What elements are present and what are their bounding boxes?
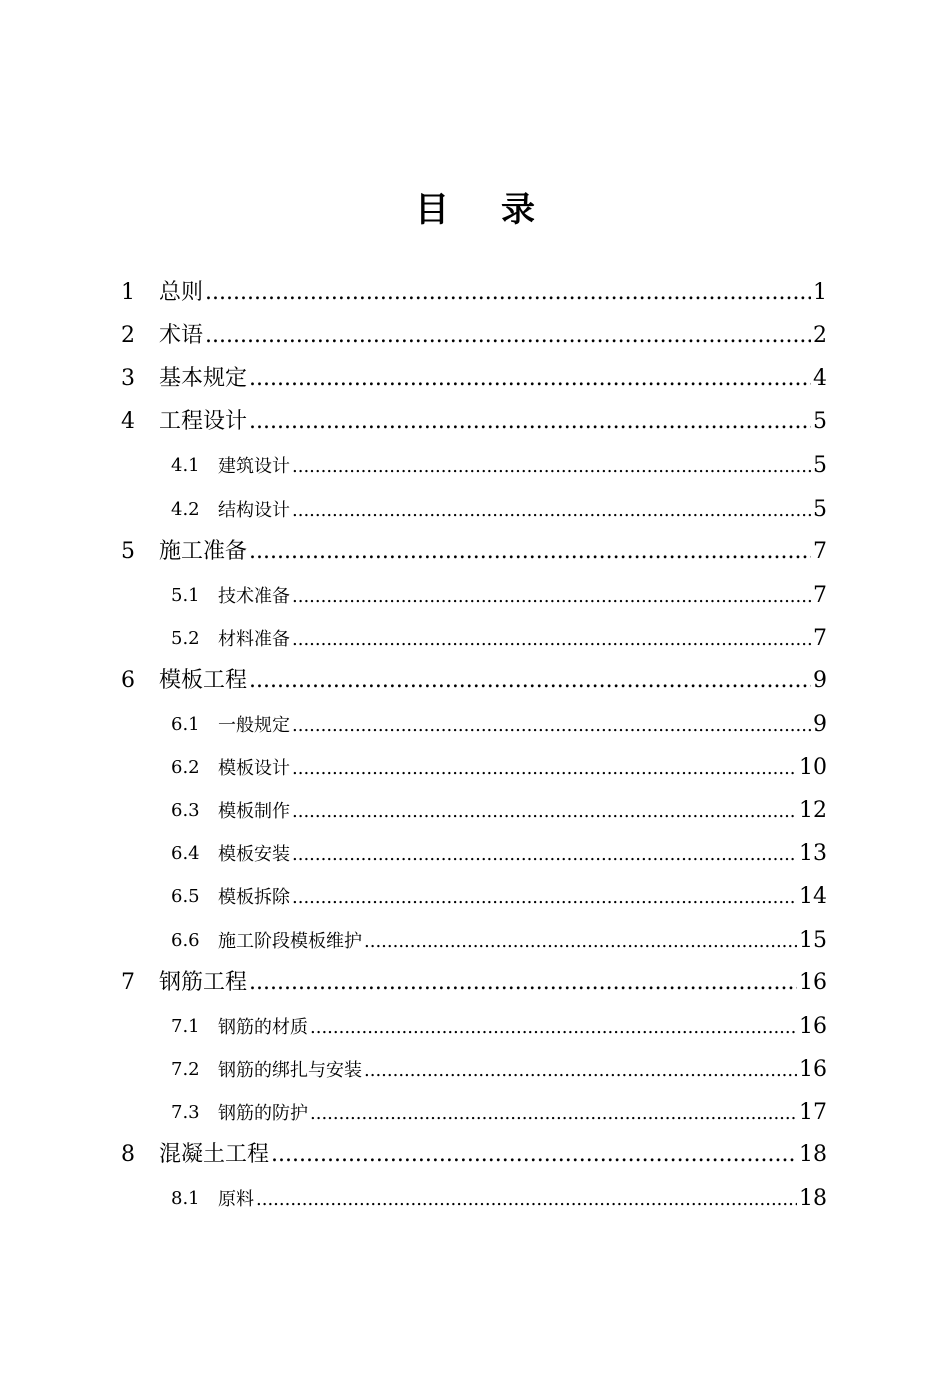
toc-entry-line <box>218 617 827 661</box>
toc-chapter-entry[interactable] <box>0 961 950 1004</box>
toc-section-entry[interactable] <box>0 1176 950 1219</box>
toc-entry-page-number: 2 <box>813 323 827 349</box>
toc-entry-line <box>218 789 827 833</box>
toc-entry-label: 材料准备 <box>218 628 290 650</box>
toc-dot-leader <box>292 876 797 919</box>
toc-entry-line <box>159 357 827 400</box>
toc-entry-number: 2 <box>121 323 135 349</box>
toc-section-entry[interactable] <box>0 443 950 486</box>
toc-entry-line <box>218 1048 827 1092</box>
toc-entry-number: 6.5 <box>171 886 200 908</box>
toc-chapter-entry[interactable] <box>0 271 950 314</box>
toc-title: 目录 <box>415 190 587 230</box>
toc-entry-line <box>159 659 827 702</box>
toc-entry-page-number: 1 <box>813 280 827 305</box>
toc-entry-number: 5.2 <box>171 627 200 649</box>
toc-section-entry[interactable] <box>0 573 950 616</box>
toc-entry-line <box>159 530 827 573</box>
toc-dot-leader <box>249 530 811 573</box>
toc-entry-line <box>218 703 827 747</box>
toc-entry-number: 7.3 <box>171 1101 200 1123</box>
toc-entry-number: 7.1 <box>171 1015 200 1037</box>
toc-chapter-entry[interactable] <box>0 314 950 357</box>
toc-chapter-entry[interactable] <box>0 357 950 400</box>
toc-entry-line <box>159 1133 827 1176</box>
toc-entry-line <box>218 488 827 532</box>
toc-dot-leader <box>310 1092 797 1135</box>
toc-entry-number: 5 <box>121 538 135 564</box>
toc-entry-page-number: 9 <box>813 712 827 737</box>
toc-entry-page-number: 9 <box>813 667 827 693</box>
toc-chapter-entry[interactable] <box>0 530 950 573</box>
toc-chapter-entry[interactable] <box>0 400 950 443</box>
toc-entry-page-number: 14 <box>799 884 827 910</box>
toc-entry-number: 6.3 <box>171 800 200 822</box>
toc-dot-leader <box>292 575 811 618</box>
toc-entry-line <box>159 961 827 1004</box>
toc-section-entry[interactable] <box>0 1047 950 1090</box>
toc-dot-leader <box>292 618 811 661</box>
toc-entry-page-number: 5 <box>813 453 827 479</box>
toc-entry-label: 一般规定 <box>218 715 290 736</box>
toc-entry-label: 模板拆除 <box>218 887 290 909</box>
toc-entry-page-number: 7 <box>813 538 827 564</box>
toc-entry-line <box>218 875 827 919</box>
toc-dot-leader <box>364 1049 797 1092</box>
toc-dot-leader <box>292 833 797 876</box>
toc-section-entry[interactable] <box>0 831 950 874</box>
toc-entry-line <box>159 400 827 443</box>
toc-entry-page-number: 5 <box>813 409 827 435</box>
toc-entry-label: 钢筋的绑扎与安装 <box>218 1059 362 1081</box>
toc-dot-leader <box>364 920 797 963</box>
toc-entry-page-number: 12 <box>799 798 827 824</box>
toc-entry-number: 6.2 <box>171 757 200 779</box>
toc-entry-number: 5.1 <box>171 584 200 606</box>
toc-entry-label: 建筑设计 <box>218 456 290 478</box>
toc-entry-page-number: 17 <box>799 1099 827 1125</box>
toc-entry-number: 4.2 <box>171 498 200 520</box>
toc-entry-label: 模板设计 <box>218 758 290 780</box>
toc-entry-number: 7 <box>121 969 135 995</box>
toc-entry-number: 6 <box>121 667 135 693</box>
toc-entry-label: 模板工程 <box>159 667 248 693</box>
toc-entry-page-number: 10 <box>799 755 827 781</box>
toc-entry-line <box>218 574 827 618</box>
toc-entry-line <box>218 1091 827 1135</box>
toc-entry-label: 总则 <box>159 280 204 305</box>
toc-dot-leader <box>256 1178 797 1221</box>
toc-entry-number: 6.6 <box>171 929 200 951</box>
toc-entry-page-number: 18 <box>799 1142 827 1167</box>
toc-entry-page-number: 16 <box>799 969 827 995</box>
toc-section-entry[interactable] <box>0 1004 950 1047</box>
toc-entry-page-number: 16 <box>799 1013 827 1039</box>
toc-entry-number: 6.4 <box>171 843 200 865</box>
toc-entry-number: 4.1 <box>171 455 200 477</box>
toc-entry-label: 模板制作 <box>218 801 290 823</box>
toc-entry-label: 术语 <box>159 323 204 349</box>
toc-entry-number: 6.1 <box>171 714 200 735</box>
toc-dot-leader <box>249 961 797 1004</box>
toc-entry-line <box>218 746 827 790</box>
toc-section-entry[interactable] <box>0 702 950 745</box>
toc-entry-number: 8.1 <box>171 1188 200 1210</box>
toc-entry-line <box>218 1005 827 1049</box>
toc-entry-label: 施工阶段模板维护 <box>218 930 362 952</box>
toc-entry-label: 技术准备 <box>218 585 290 607</box>
toc-entry-line <box>218 832 827 876</box>
toc-section-entry[interactable] <box>0 918 950 961</box>
toc-entry-number: 1 <box>121 280 135 305</box>
toc-entry-label: 钢筋的材质 <box>218 1016 308 1038</box>
toc-entry-label: 工程设计 <box>159 409 248 435</box>
toc-chapter-entry[interactable] <box>0 659 950 702</box>
toc-entry-line <box>218 1177 827 1221</box>
toc-entry-line <box>159 271 827 314</box>
toc-dot-leader <box>271 1133 797 1176</box>
toc-entry-label: 混凝土工程 <box>159 1142 270 1167</box>
toc-section-entry[interactable] <box>0 874 950 917</box>
toc-entry-label: 结构设计 <box>218 499 290 521</box>
toc-section-entry[interactable] <box>0 616 950 659</box>
toc-dot-leader <box>249 400 811 443</box>
toc-entry-label: 模板安装 <box>218 844 290 866</box>
toc-entry-label: 施工准备 <box>159 538 248 564</box>
toc-section-entry[interactable] <box>0 487 950 530</box>
toc-entry-page-number: 15 <box>799 927 827 953</box>
toc-dot-leader <box>205 271 811 314</box>
toc-dot-leader <box>292 747 797 790</box>
toc-dot-leader <box>205 314 811 357</box>
toc-dot-leader <box>292 445 811 488</box>
toc-entry-label: 钢筋的防护 <box>218 1102 308 1124</box>
toc-entry-line <box>218 919 827 963</box>
toc-section-entry[interactable] <box>0 745 950 788</box>
toc-entry-page-number: 16 <box>799 1056 827 1082</box>
toc-entry-label: 钢筋工程 <box>159 969 248 995</box>
toc-entry-number: 8 <box>121 1142 135 1167</box>
toc-entry-label: 基本规定 <box>159 366 248 392</box>
toc-section-entry[interactable] <box>0 788 950 831</box>
toc-entry-page-number: 5 <box>813 496 827 522</box>
toc-chapter-entry[interactable] <box>0 1133 950 1176</box>
toc-dot-leader <box>310 1006 797 1049</box>
toc-dot-leader <box>292 704 811 747</box>
toc-dot-leader <box>292 489 811 532</box>
toc-entry-label: 原料 <box>218 1189 254 1211</box>
toc-entry-line <box>218 444 827 488</box>
toc-entry-page-number: 18 <box>799 1186 827 1212</box>
toc-section-entry[interactable] <box>0 1090 950 1133</box>
toc-entry-page-number: 4 <box>813 366 827 392</box>
toc-entry-line <box>159 314 827 357</box>
toc-entry-number: 3 <box>121 366 135 392</box>
toc-dot-leader <box>249 357 811 400</box>
toc-entry-number: 7.2 <box>171 1058 200 1080</box>
toc-entry-page-number: 7 <box>813 625 827 651</box>
toc-dot-leader <box>292 790 797 833</box>
toc-dot-leader <box>249 659 811 702</box>
toc-entry-page-number: 13 <box>799 841 827 867</box>
toc-entry-page-number: 7 <box>813 582 827 608</box>
toc-entry-number: 4 <box>121 409 135 435</box>
